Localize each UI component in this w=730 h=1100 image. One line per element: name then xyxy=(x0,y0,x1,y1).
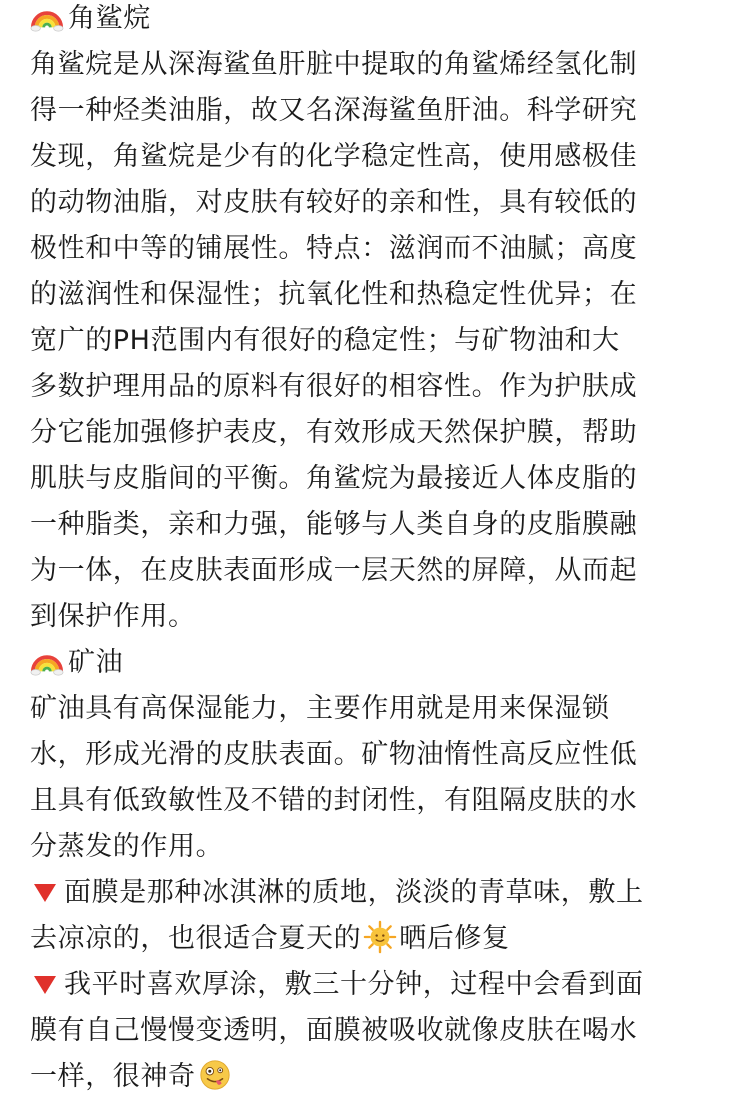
section-heading-mineral-oil xyxy=(30,640,710,686)
paragraph-line: 极性和中等的铺展性。特点：滋润而不油腻；高度 xyxy=(30,233,638,264)
paragraph-line: 多数护理用品的原料有很好的相容性。作为护肤成 xyxy=(30,371,638,402)
bullet-line xyxy=(30,916,710,962)
rainbow-icon xyxy=(30,0,64,33)
red-triangle-down-icon xyxy=(30,968,60,998)
paragraph-line: 分它能加强修护表皮，有效形成天然保护膜，帮助 xyxy=(30,417,638,448)
paragraph-line: 肌肤与皮脂间的平衡。角鲨烷为最接近人体皮脂的 xyxy=(30,463,638,494)
section-title: 角鲨烷 xyxy=(68,3,151,34)
bullet-text: 晒后修复 xyxy=(399,923,510,954)
paragraph-line: 的滋润性和保湿性；抗氧化性和热稳定性优异；在 xyxy=(30,279,638,310)
paragraph-line: 矿油具有高保湿能力，主要作用就是用来保湿锁 xyxy=(30,693,610,724)
paragraph-line: 发现，角鲨烷是少有的化学稳定性高，使用感极佳 xyxy=(30,141,638,172)
paragraph-line: 且具有低致敏性及不错的封闭性，有阻隔皮肤的水 xyxy=(30,785,638,816)
paragraph-line: 得一种烃类油脂，故又名深海鲨鱼肝油。科学研究 xyxy=(30,95,638,126)
paragraph-line: 角鲨烷是从深海鲨鱼肝脏中提取的角鲨烯经氢化制 xyxy=(30,49,638,80)
red-triangle-down-icon xyxy=(30,876,60,906)
paragraph-line: 水，形成光滑的皮肤表面。矿物油惰性高反应性低 xyxy=(30,739,638,770)
post-content xyxy=(30,0,710,1100)
section-title: 矿油 xyxy=(68,647,124,678)
paragraph-line: 宽广的PH范围内有很好的稳定性；与矿物油和大 xyxy=(30,325,620,356)
section-heading-squalane xyxy=(30,0,710,42)
bullet-text: 一样，很神奇 xyxy=(30,1061,196,1092)
paragraph-line: 到保护作用。 xyxy=(30,601,196,632)
paragraph-line: 的动物油脂，对皮肤有较好的亲和性，具有较低的 xyxy=(30,187,638,218)
paragraph-line: 一种脂类，亲和力强，能够与人类自身的皮脂膜融 xyxy=(30,509,638,540)
zany-face-icon xyxy=(198,1058,232,1092)
bullet-text: 我平时喜欢厚涂，敷三十分钟，过程中会看到面 xyxy=(64,969,644,1000)
bullet-line xyxy=(30,962,710,1008)
paragraph-line: 分蒸发的作用。 xyxy=(30,831,224,862)
paragraph-line: 为一体，在皮肤表面形成一层天然的屏障，从而起 xyxy=(30,555,638,586)
sun-face-icon xyxy=(363,920,397,954)
bullet-text: 面膜是那种冰淇淋的质地，淡淡的青草味，敷上 xyxy=(64,877,644,908)
bullet-line xyxy=(30,1054,710,1100)
bullet-line xyxy=(30,870,710,916)
rainbow-icon xyxy=(30,643,64,677)
bullet-text: 去凉凉的，也很适合夏天的 xyxy=(30,923,362,954)
bullet-line: 膜有自己慢慢变透明，面膜被吸收就像皮肤在喝水 xyxy=(30,1015,638,1046)
